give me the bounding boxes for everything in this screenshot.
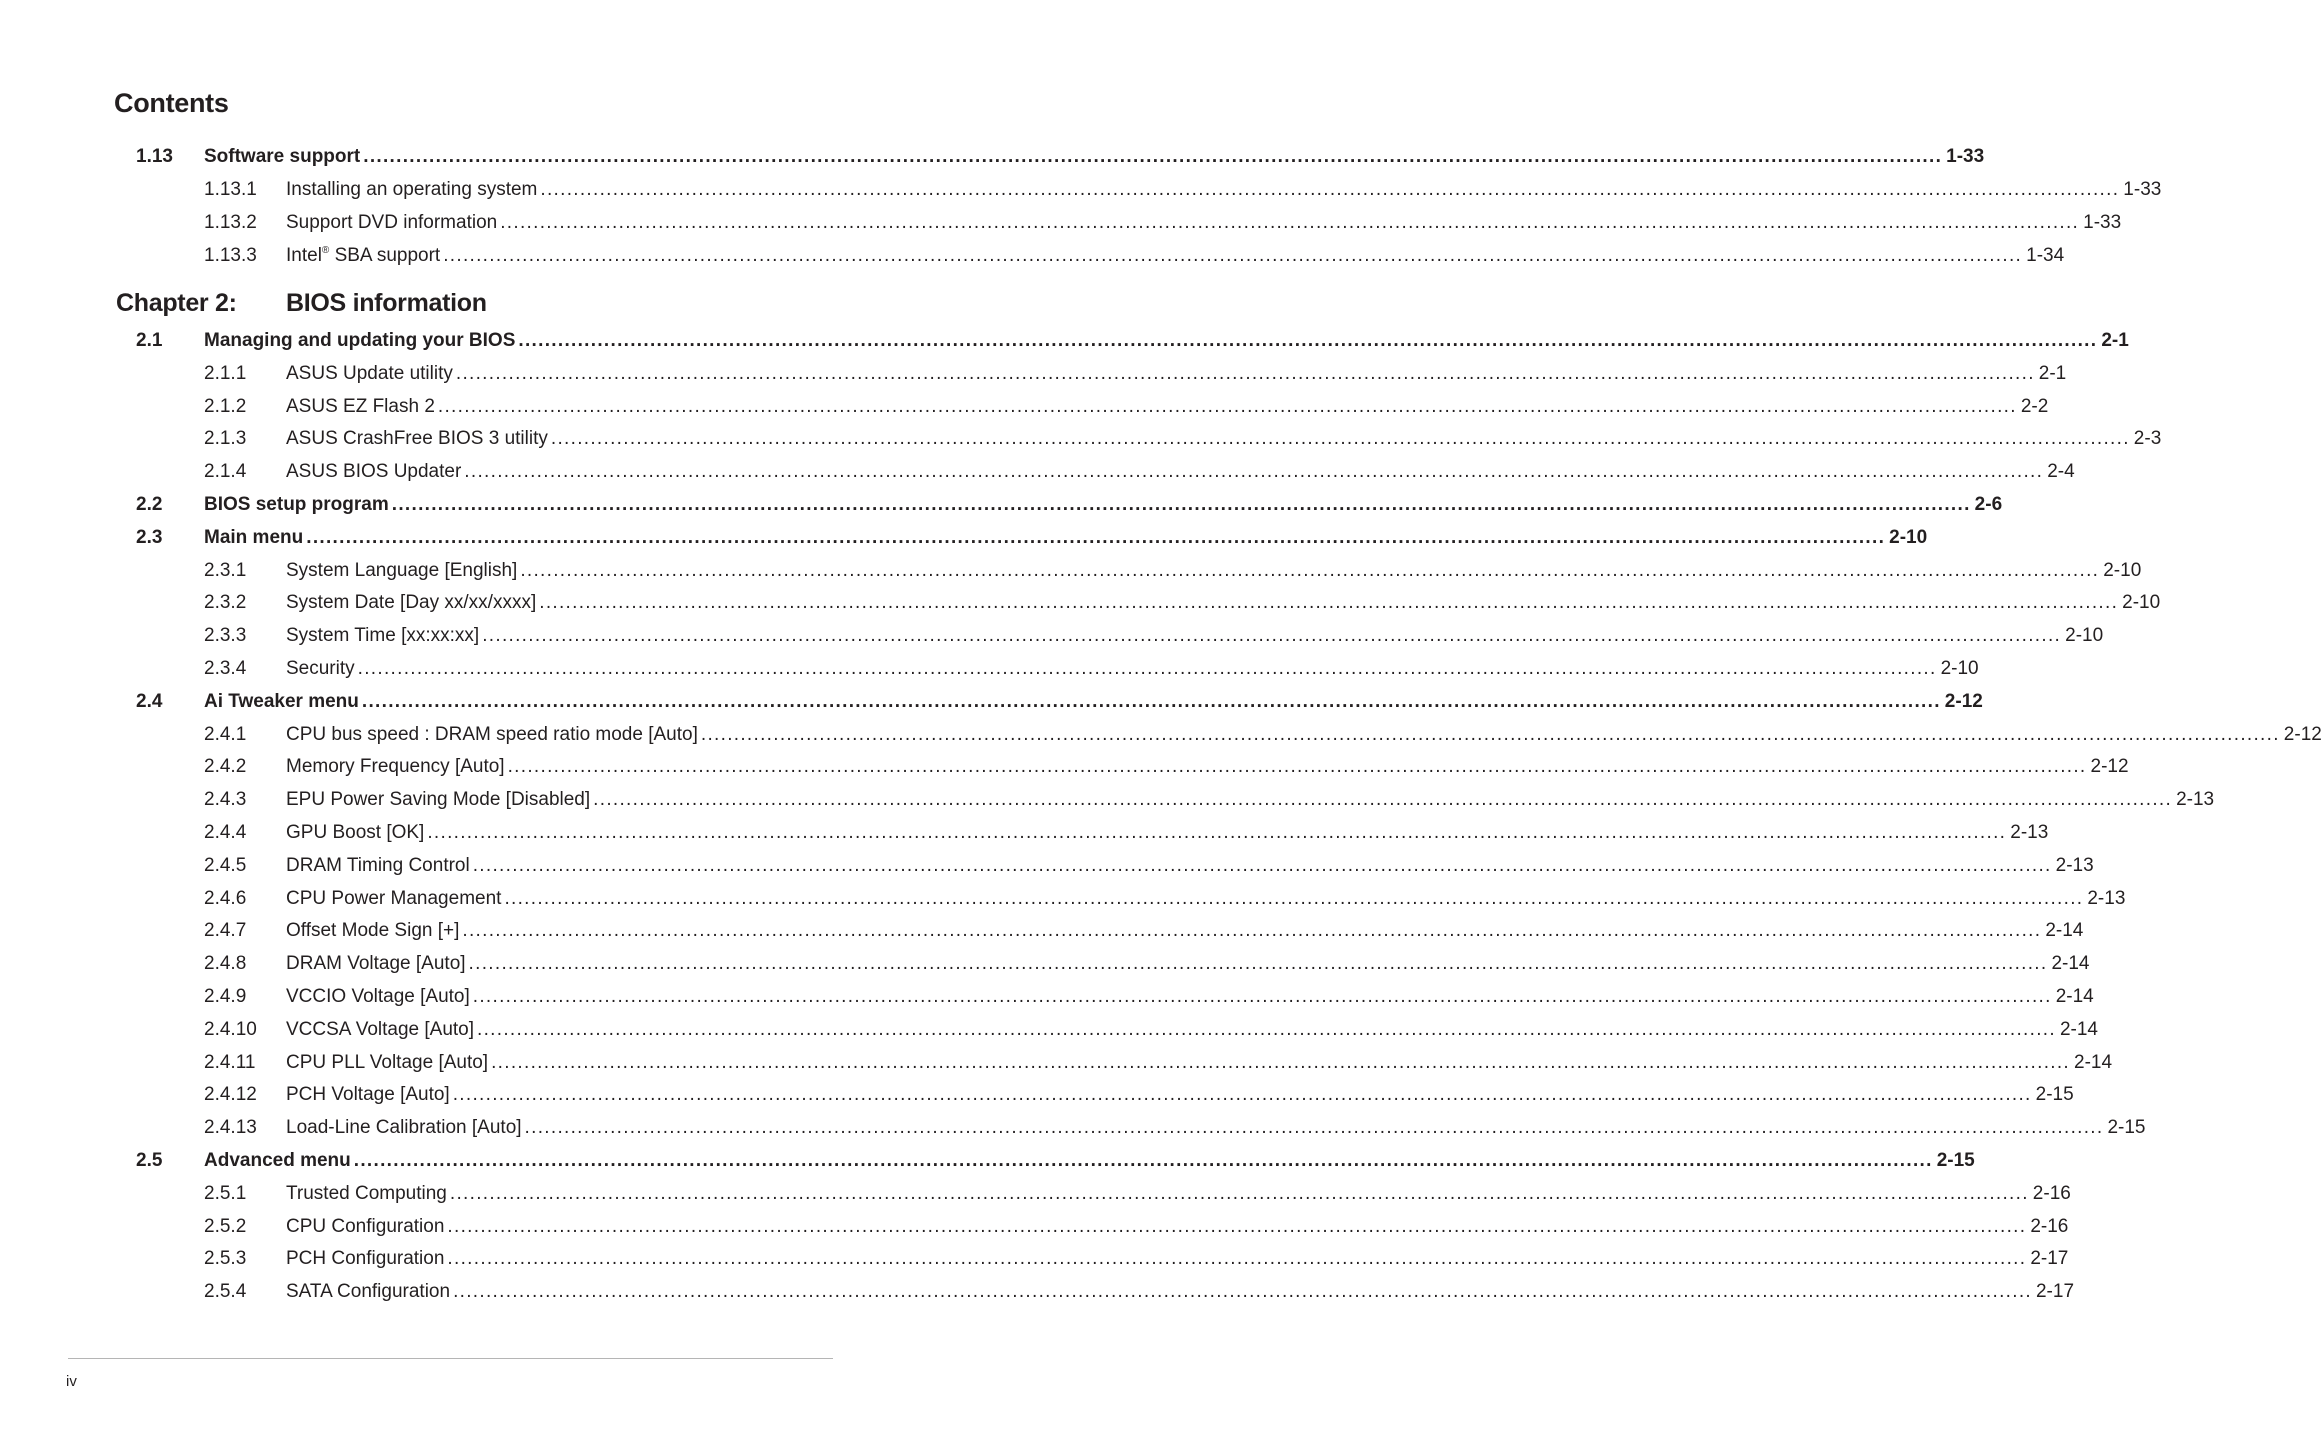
dot-leader: ................................................................................................................................................................................................................................................	[443, 245, 2023, 266]
toc-entry-page: 2-12	[2283, 723, 2322, 745]
toc-subsection[interactable]	[0, 588, 2161, 618]
toc-entry-page: 2-17	[2030, 1248, 2069, 1270]
toc-entry-page: 2-4	[2047, 461, 2075, 483]
toc-entry-page: 2-10	[1940, 658, 1979, 679]
dot-leader: ................................................................................................................................................................................................................................................	[524, 1117, 2104, 1139]
toc-subsection[interactable]	[0, 392, 2049, 422]
dot-leader: ................................................................................................................................................................................................................................................	[468, 953, 2048, 975]
toc-subsection[interactable]	[0, 1015, 2098, 1045]
toc-entry-title: CPU PLL Voltage [Auto]	[286, 1051, 489, 1073]
toc-entry-title: Ai Tweaker menu	[204, 690, 359, 712]
dot-leader: ................................................................................................................................................................................................................................................	[491, 1051, 2071, 1073]
toc-subsection[interactable]	[0, 1048, 2113, 1078]
toc-subsection[interactable]	[0, 916, 2084, 946]
toc-entry-number: 2.3.2	[204, 592, 247, 614]
dot-leader: ................................................................................................................................................................................................................................................	[477, 1018, 2056, 1040]
chapter-heading	[116, 289, 816, 323]
toc-entry-title-part: Intel	[286, 245, 322, 266]
toc-entry-number: 2.4.9	[204, 986, 247, 1007]
toc-entry-page: 2-10	[2122, 592, 2161, 614]
toc-subsection[interactable]	[0, 175, 2162, 205]
toc-subsection[interactable]	[0, 241, 2065, 271]
dot-leader: ................................................................................................................................................................................................................................................	[455, 362, 2035, 384]
toc-entry-title: System Time [xx:xx:xx]	[286, 625, 480, 647]
toc-section[interactable]	[0, 142, 1985, 172]
toc-entry-title: Load-Line Calibration [Auto]	[286, 1117, 522, 1139]
toc-entry-page: 2-13	[2176, 789, 2215, 811]
toc-subsection[interactable]	[0, 851, 2094, 881]
toc-entry-number: 2.3.4	[204, 658, 247, 679]
toc-entry-page: 1-33	[1946, 146, 1985, 167]
registered-mark: ®	[321, 245, 330, 256]
toc-entry-number: 2.5.2	[204, 1215, 247, 1237]
toc-entry-page: 2-1	[2038, 362, 2067, 384]
dot-leader: ................................................................................................................................................................................................................................................	[507, 756, 2087, 778]
toc-subsection[interactable]	[0, 208, 2122, 238]
toc-entry-title: Support DVD information	[286, 212, 498, 233]
toc-entry-title: GPU Boost [OK]	[286, 822, 425, 843]
toc-entry-number: 2.4.11	[204, 1051, 256, 1073]
toc-subsection[interactable]	[0, 556, 2142, 586]
toc-entry-title: Security	[286, 658, 355, 679]
toc-entry-page: 2-1	[2101, 330, 2129, 351]
dot-leader: ................................................................................................................................................................................................................................................	[447, 1215, 2027, 1237]
toc-entry-title: ASUS EZ Flash 2	[286, 395, 435, 417]
toc-entry-page: 1-34	[2026, 245, 2065, 266]
toc-entry-page: 2-10	[2103, 559, 2142, 581]
toc-subsection[interactable]	[0, 720, 2322, 750]
toc-entry-number: 1.13.2	[204, 212, 257, 233]
toc-section[interactable]	[0, 523, 1928, 553]
toc-entry-number: 2.4.7	[204, 920, 247, 942]
dot-leader: ................................................................................................................................................................................................................................................	[353, 1150, 1933, 1171]
toc-entry-number: 2.1	[136, 330, 163, 351]
toc-entry-number: 2.4.1	[204, 723, 247, 745]
toc-entry-number: 2.4.5	[204, 854, 247, 876]
toc-entry-title: Managing and updating your BIOS	[204, 330, 516, 351]
toc-subsection[interactable]	[0, 785, 2215, 815]
dot-leader: ................................................................................................................................................................................................................................................	[504, 887, 2084, 909]
dot-leader: ................................................................................................................................................................................................................................................	[700, 723, 2280, 745]
toc-entry-title: System Date [Day xx/xx/xxxx]	[286, 592, 537, 614]
toc-subsection[interactable]	[0, 884, 2126, 914]
toc-entry-title: CPU Configuration	[286, 1215, 445, 1237]
dot-leader: ................................................................................................................................................................................................................................................	[540, 179, 2120, 200]
toc-entry-page: 1-33	[2123, 179, 2162, 200]
dot-leader: ................................................................................................................................................................................................................................................	[427, 822, 2007, 843]
toc-entry-page: 2-12	[2090, 756, 2129, 778]
dot-leader: ................................................................................................................................................................................................................................................	[472, 854, 2052, 876]
toc-entry-number: 2.2	[136, 494, 163, 515]
toc-entry-page: 2-14	[2074, 1051, 2113, 1073]
toc-entry-number: 2.4.6	[204, 887, 247, 909]
dot-leader: ................................................................................................................................................................................................................................................	[472, 986, 2052, 1007]
toc-subsection[interactable]	[0, 1080, 2074, 1110]
toc-section[interactable]	[0, 1146, 1975, 1176]
dot-leader: ................................................................................................................................................................................................................................................	[391, 494, 1971, 515]
toc-entry-title: Advanced menu	[204, 1150, 351, 1171]
toc-entry-page: 2-17	[2035, 1281, 2075, 1303]
page-title: Contents	[114, 88, 229, 118]
dot-leader: ................................................................................................................................................................................................................................................	[520, 559, 2100, 581]
toc-entry-number: 2.3	[136, 526, 163, 548]
toc-subsection[interactable]	[0, 1113, 2146, 1143]
dot-leader: ................................................................................................................................................................................................................................................	[449, 1182, 2029, 1204]
toc-entry-page: 2-14	[2051, 953, 2090, 975]
toc-entry-page: 2-14	[2059, 1018, 2098, 1040]
toc-entry-page: 2-13	[2087, 887, 2126, 909]
toc-entry-title-part: SBA support	[329, 245, 441, 266]
toc-entry-title: EPU Power Saving Mode [Disabled]	[286, 789, 591, 811]
toc-subsection[interactable]	[0, 949, 2090, 979]
toc-entry-page: 2-16	[2032, 1182, 2071, 1204]
toc-entry-title: Trusted Computing	[286, 1182, 447, 1204]
toc-entry-number: 2.3.3	[204, 625, 247, 647]
toc-section[interactable]	[0, 326, 2129, 356]
dot-leader: ................................................................................................................................................................................................................................................	[482, 625, 2062, 647]
toc-entry-number: 2.4.13	[204, 1117, 257, 1139]
dot-leader: ................................................................................................................................................................................................................................................	[500, 212, 2080, 233]
toc-subsection[interactable]	[0, 424, 2162, 454]
toc-entry-page: 2-15	[2035, 1084, 2074, 1106]
toc-entry-page: 2-16	[2030, 1215, 2069, 1237]
toc-entry-title: Main menu	[204, 526, 304, 548]
dot-leader: ................................................................................................................................................................................................................................................	[550, 428, 2130, 450]
toc-subsection[interactable]	[0, 1179, 2071, 1209]
toc-entry-number: 2.1.1	[204, 362, 247, 384]
toc-entry-page: 2-14	[2045, 920, 2084, 942]
toc-entry-number: 2.3.1	[204, 559, 247, 581]
toc-entry-page: 2-15	[2107, 1117, 2146, 1139]
toc-entry-number: 2.5.3	[204, 1248, 247, 1270]
toc-entry-title: SATA Configuration	[286, 1281, 451, 1303]
dot-leader: ................................................................................................................................................................................................................................................	[363, 146, 1943, 167]
toc-subsection[interactable]	[0, 457, 2075, 487]
toc-entry-page: 2-14	[2055, 986, 2094, 1007]
toc-entry-number: 2.4.10	[204, 1018, 257, 1040]
toc-entry-number: 2.4.3	[204, 789, 247, 811]
toc-subsection[interactable]	[0, 1244, 2069, 1274]
dot-leader: ................................................................................................................................................................................................................................................	[464, 461, 2044, 483]
toc-entry-title: PCH Configuration	[286, 1248, 445, 1270]
toc-entry-title: ASUS CrashFree BIOS 3 utility	[286, 428, 548, 450]
folio-page-number: iv	[66, 1373, 77, 1390]
toc-entry-page: 2-13	[2055, 854, 2094, 876]
toc-entry-title: System Language [English]	[286, 559, 518, 581]
toc-entry-number: 2.1.3	[204, 428, 247, 450]
toc-entry-number: 2.1.2	[204, 395, 247, 417]
dot-leader: ................................................................................................................................................................................................................................................	[518, 330, 2098, 351]
toc-subsection[interactable]	[0, 1212, 2069, 1242]
dot-leader: ................................................................................................................................................................................................................................................	[452, 1084, 2032, 1106]
toc-entry-title: DRAM Voltage [Auto]	[286, 953, 466, 975]
toc-entry-title: Offset Mode Sign [+]	[286, 920, 460, 942]
toc-entry-title: PCH Voltage [Auto]	[286, 1084, 450, 1106]
toc-entry-number: 2.1.4	[204, 461, 247, 483]
toc-entry-title: VCCIO Voltage [Auto]	[286, 986, 470, 1007]
toc-entry-title: DRAM Timing Control	[286, 854, 470, 876]
toc-entry-page: 2-10	[1889, 526, 1928, 548]
toc-entry-number: 2.4.12	[204, 1084, 257, 1106]
dot-leader: ................................................................................................................................................................................................................................................	[447, 1248, 2027, 1270]
toc-entry-title: Software support	[204, 146, 361, 167]
chapter-title: BIOS information	[286, 289, 487, 317]
dot-leader: ................................................................................................................................................................................................................................................	[437, 395, 2017, 417]
toc-entry-page: 2-3	[2133, 428, 2162, 450]
toc-entry-number: 2.4.8	[204, 953, 247, 975]
toc-subsection[interactable]	[0, 621, 2104, 651]
toc-section[interactable]	[0, 490, 2003, 520]
footer-divider	[68, 1358, 833, 1359]
dot-leader: ................................................................................................................................................................................................................................................	[306, 526, 1886, 548]
toc-entry-number: 2.4	[136, 690, 163, 712]
toc-entry-title: CPU bus speed : DRAM speed ratio mode [Auto]	[286, 723, 698, 745]
toc-entry-number: 1.13.1	[204, 179, 257, 200]
dot-leader: ................................................................................................................................................................................................................................................	[453, 1281, 2032, 1303]
toc-entry-title: ASUS Update utility	[286, 362, 453, 384]
dot-leader: ................................................................................................................................................................................................................................................	[593, 789, 2173, 811]
toc-entry-title: ASUS BIOS Updater	[286, 461, 462, 483]
toc-entry-title: VCCSA Voltage [Auto]	[286, 1018, 475, 1040]
toc-entry-page: 2-12	[1944, 690, 1983, 712]
toc-subsection[interactable]	[0, 982, 2094, 1012]
toc-subsection[interactable]	[0, 359, 2067, 389]
dot-leader: ................................................................................................................................................................................................................................................	[462, 920, 2042, 942]
toc-entry-number: 2.5.4	[204, 1281, 247, 1303]
toc-section[interactable]	[0, 687, 1983, 717]
toc-entry-number: 1.13	[136, 146, 173, 167]
dot-leader: ................................................................................................................................................................................................................................................	[539, 592, 2119, 614]
toc-subsection[interactable]	[0, 752, 2129, 782]
toc-entry-number: 2.5.1	[204, 1182, 247, 1204]
toc-entry-page: 2-13	[2010, 822, 2049, 843]
toc-entry-title: Memory Frequency [Auto]	[286, 756, 505, 778]
toc-entry-page: 2-2	[2020, 395, 2049, 417]
toc-subsection[interactable]	[0, 654, 1979, 684]
toc-subsection[interactable]	[0, 818, 2049, 848]
chapter-number: Chapter 2:	[116, 289, 237, 317]
toc-entry-page: 2-10	[2065, 625, 2104, 647]
toc-entry-title: CPU Power Management	[286, 887, 502, 909]
toc-entry-title: BIOS setup program	[204, 494, 389, 515]
toc-entry-number: 2.4.4	[204, 822, 247, 843]
toc-entry-page: 1-33	[2083, 212, 2122, 233]
toc-entry-number: 1.13.3	[204, 245, 257, 266]
toc-entry-page: 2-6	[1974, 494, 2003, 515]
toc-entry-number: 2.5	[136, 1150, 163, 1171]
dot-leader: ................................................................................................................................................................................................................................................	[361, 690, 1941, 712]
toc-entry-title: Installing an operating system	[286, 179, 538, 200]
toc-entry-title	[286, 241, 440, 271]
toc-subsection[interactable]	[0, 1277, 2075, 1307]
dot-leader: ................................................................................................................................................................................................................................................	[357, 658, 1937, 679]
toc-entry-page: 2-15	[1936, 1150, 1975, 1171]
toc-entry-number: 2.4.2	[204, 756, 247, 778]
